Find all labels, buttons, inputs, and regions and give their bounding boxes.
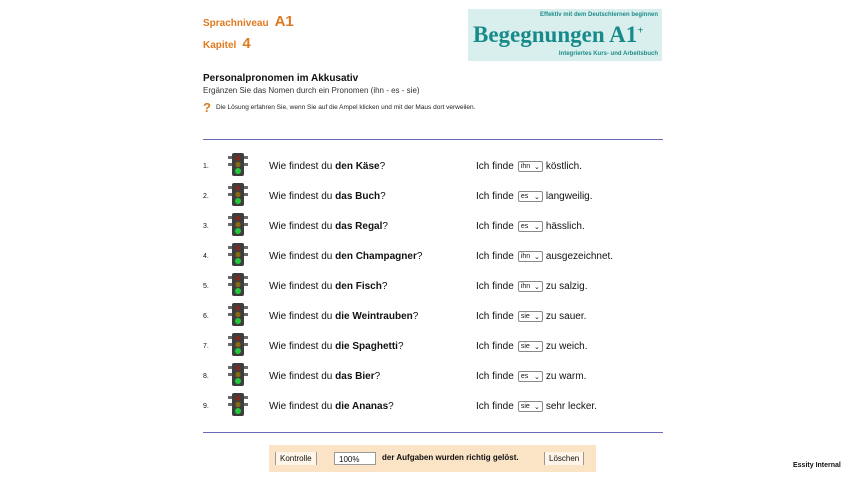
exercise-row: [203, 182, 663, 212]
question-text: Wie findest du die Spaghetti?: [269, 341, 404, 352]
answer-text: Ich finde es ⌄ langweilig.: [476, 191, 593, 202]
traffic-light-icon[interactable]: [226, 302, 250, 328]
pronoun-select[interactable]: es ⌄: [518, 191, 543, 202]
exercise-row: [203, 362, 663, 392]
row-number: 2.: [203, 193, 209, 200]
exercise-row: [203, 242, 663, 272]
exercise-row: [203, 392, 663, 422]
chevron-down-icon: ⌄: [533, 253, 540, 261]
exercise-title: Personalpronomen im Akkusativ: [203, 73, 359, 84]
chevron-down-icon: ⌄: [533, 313, 540, 321]
clear-button[interactable]: Löschen: [544, 452, 584, 465]
question-mark-icon: ?: [203, 100, 211, 115]
answer-text: Ich finde ihn ⌄ zu salzig.: [476, 281, 588, 292]
exercise-row: [203, 302, 663, 332]
row-number: 5.: [203, 283, 209, 290]
pronoun-select[interactable]: es ⌄: [518, 221, 543, 232]
logo-subtitle: Integriertes Kurs- und Arbeitsbuch: [558, 51, 658, 57]
answer-text: Ich finde sie ⌄ zu sauer.: [476, 311, 587, 322]
row-number: 8.: [203, 373, 209, 380]
hint-text: Die Lösung erfahren Sie, wenn Sie auf die Ampel klicken und mit der Maus dort verweilen.: [215, 104, 476, 111]
row-number: 9.: [203, 403, 209, 410]
pronoun-select[interactable]: sie ⌄: [518, 311, 543, 322]
question-text: Wie findest du den Fisch?: [269, 281, 388, 292]
bottom-divider: [203, 432, 663, 433]
exercise-row: [203, 212, 663, 242]
question-text: Wie findest du den Champagner?: [269, 251, 423, 262]
exercise-row: [203, 272, 663, 302]
result-toolbar: [269, 445, 596, 472]
exercise-list: [203, 152, 663, 422]
top-divider: [203, 139, 663, 140]
answer-text: Ich finde sie ⌄ zu weich.: [476, 341, 588, 352]
traffic-light-icon[interactable]: [226, 392, 250, 418]
chevron-down-icon: ⌄: [533, 373, 540, 381]
pronoun-select[interactable]: sie ⌄: [518, 341, 543, 352]
traffic-light-icon[interactable]: [226, 242, 250, 268]
pronoun-select[interactable]: ihn ⌄: [518, 281, 543, 292]
chapter-label: Kapitel 4: [203, 35, 251, 52]
result-message: der Aufgaben wurden richtig gelöst.: [382, 453, 519, 462]
traffic-light-icon[interactable]: [226, 182, 250, 208]
pronoun-select[interactable]: es ⌄: [518, 371, 543, 382]
row-number: 7.: [203, 343, 209, 350]
exercise-instruction: Ergänzen Sie das Nomen durch ein Pronomen (ihn - es - sie): [203, 86, 420, 95]
row-number: 1.: [203, 163, 209, 170]
publisher-logo: [468, 9, 662, 61]
answer-text: Ich finde es ⌄ hässlich.: [476, 221, 585, 232]
classification-label: Essity Internal: [793, 462, 841, 469]
question-text: Wie findest du die Ananas?: [269, 401, 394, 412]
exercise-row: [203, 152, 663, 182]
logo-tagline: Effektiv mit dem Deutschlernen beginnen: [539, 12, 658, 18]
chevron-down-icon: ⌄: [533, 343, 540, 351]
row-number: 6.: [203, 313, 209, 320]
level-label: Sprachniveau A1: [203, 13, 294, 30]
hint-line: [203, 100, 475, 115]
chevron-down-icon: ⌄: [533, 223, 540, 231]
pronoun-select[interactable]: ihn ⌄: [518, 251, 543, 262]
traffic-light-icon[interactable]: [226, 152, 250, 178]
row-number: 4.: [203, 253, 209, 260]
question-text: Wie findest du den Käse?: [269, 161, 386, 172]
pronoun-select[interactable]: sie ⌄: [518, 401, 543, 412]
exercise-row: [203, 332, 663, 362]
traffic-light-icon[interactable]: [226, 212, 250, 238]
score-field: 100%: [334, 452, 376, 465]
chevron-down-icon: ⌄: [533, 163, 540, 171]
answer-text: Ich finde ihn ⌄ köstlich.: [476, 161, 582, 172]
question-text: Wie findest du das Regal?: [269, 221, 388, 232]
answer-text: Ich finde es ⌄ zu warm.: [476, 371, 587, 382]
level-value: A1: [274, 13, 294, 30]
traffic-light-icon[interactable]: [226, 362, 250, 388]
answer-text: Ich finde sie ⌄ sehr lecker.: [476, 401, 597, 412]
row-number: 3.: [203, 223, 209, 230]
logo-brand: Begegnungen A1+: [473, 22, 644, 47]
question-text: Wie findest du das Bier?: [269, 371, 381, 382]
question-text: Wie findest du die Weintrauben?: [269, 311, 419, 322]
question-text: Wie findest du das Buch?: [269, 191, 386, 202]
answer-text: Ich finde ihn ⌄ ausgezeichnet.: [476, 251, 614, 262]
chevron-down-icon: ⌄: [533, 193, 540, 201]
traffic-light-icon[interactable]: [226, 332, 250, 358]
chapter-value: 4: [242, 35, 251, 52]
chevron-down-icon: ⌄: [533, 283, 540, 291]
check-button[interactable]: Kontrolle: [275, 452, 317, 465]
traffic-light-icon[interactable]: [226, 272, 250, 298]
pronoun-select[interactable]: ihn ⌄: [518, 161, 543, 172]
chevron-down-icon: ⌄: [533, 403, 540, 411]
